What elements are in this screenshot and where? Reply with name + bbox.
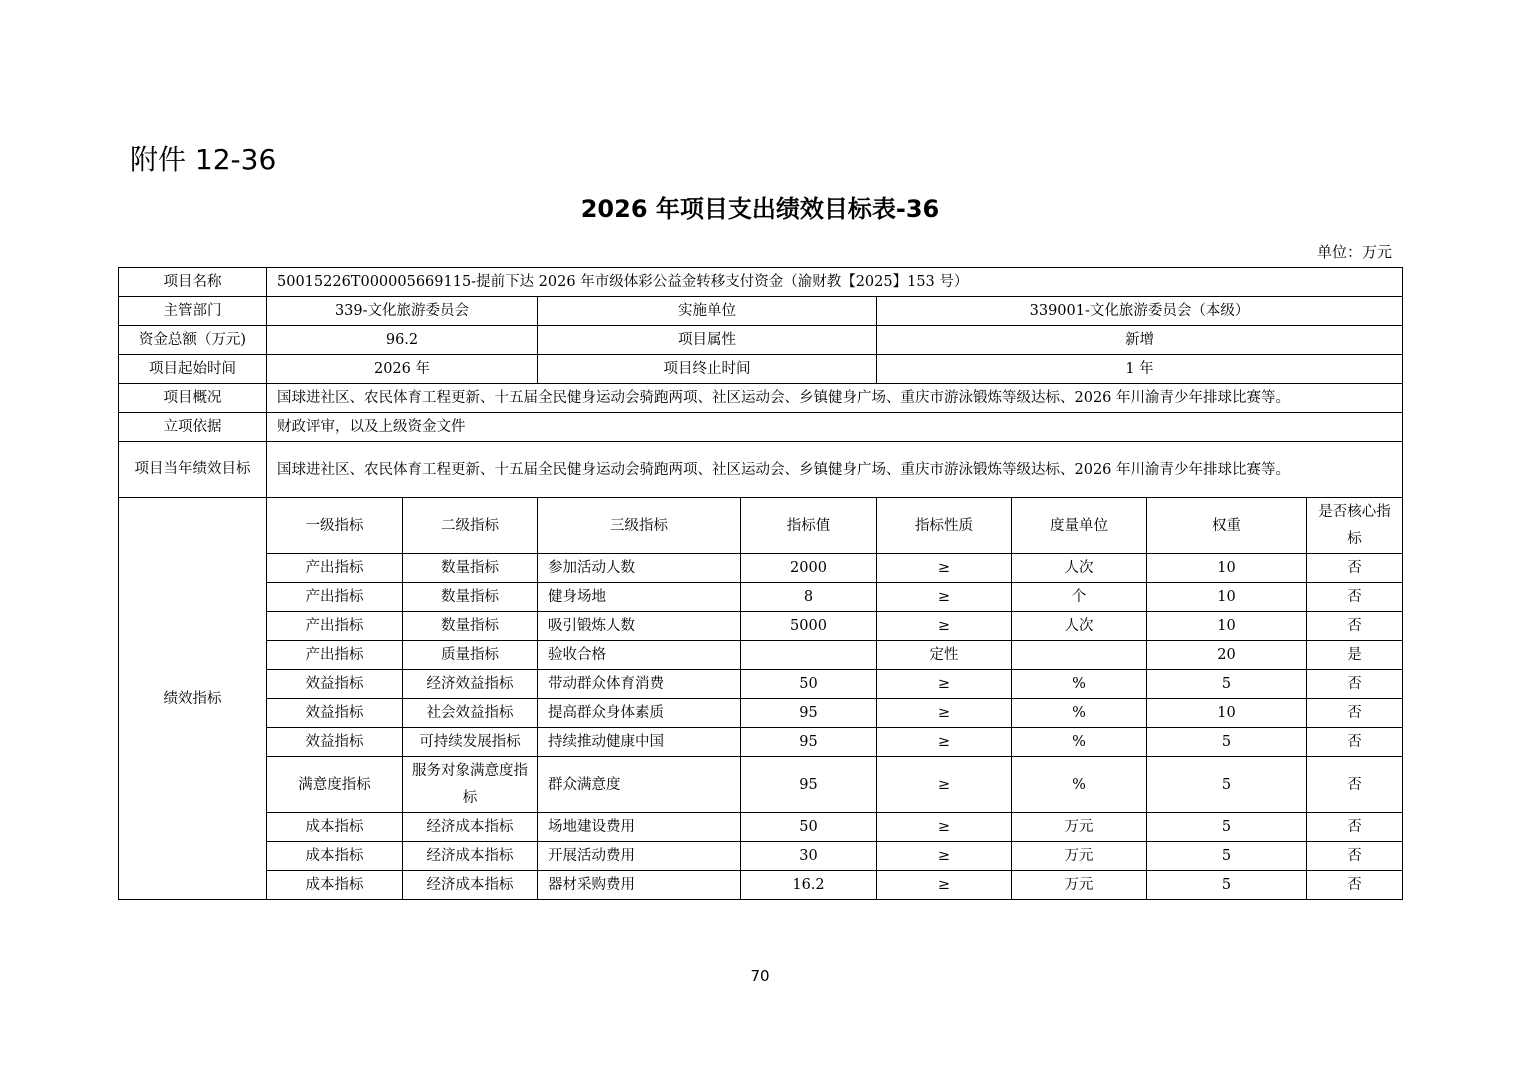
funds-value: 96.2 [267,326,538,355]
row-level1: 效益指标 [267,699,403,728]
end-label: 项目终止时间 [538,355,877,384]
table-row [119,871,1403,900]
row-unit: % [1012,670,1147,699]
start-value: 2026 年 [267,355,538,384]
row-level2: 社会效益指标 [403,699,538,728]
basis-value: 财政评审，以及上级资金文件 [267,413,1403,442]
row-core: 否 [1307,583,1403,612]
row-weight: 10 [1147,583,1307,612]
row-weight: 5 [1147,728,1307,757]
table-row [119,554,1403,583]
row-value [741,641,877,670]
row-value: 30 [741,842,877,871]
row-level2: 可持续发展指标 [403,728,538,757]
row-weight: 5 [1147,813,1307,842]
row-value: 95 [741,699,877,728]
row-core: 否 [1307,757,1403,813]
impl-label: 实施单位 [538,297,877,326]
row-unit [1012,641,1147,670]
dept-value: 339-文化旅游委员会 [267,297,538,326]
end-value: 1 年 [877,355,1403,384]
row-weight: 20 [1147,641,1307,670]
row-level1: 产出指标 [267,612,403,641]
row-level2: 经济成本指标 [403,871,538,900]
row-core: 否 [1307,813,1403,842]
row-level1: 满意度指标 [267,757,403,813]
row-nature: ≥ [877,813,1012,842]
header-core: 是否核心指标 [1307,498,1403,554]
row-value: 8 [741,583,877,612]
row-unit: 万元 [1012,842,1147,871]
header-value: 指标值 [741,498,877,554]
dept-label: 主管部门 [119,297,267,326]
attr-label: 项目属性 [538,326,877,355]
table-row [119,699,1403,728]
row-nature: ≥ [877,699,1012,728]
row-level1: 产出指标 [267,641,403,670]
row-level2: 经济成本指标 [403,842,538,871]
row-weight: 5 [1147,757,1307,813]
row-nature: ≥ [877,583,1012,612]
row-level2: 经济成本指标 [403,813,538,842]
funds-row [119,326,1403,355]
row-level3: 器材采购费用 [538,871,741,900]
row-level1: 效益指标 [267,670,403,699]
table-row [119,583,1403,612]
row-level2: 质量指标 [403,641,538,670]
row-unit: % [1012,699,1147,728]
row-weight: 10 [1147,699,1307,728]
header-level2: 二级指标 [403,498,538,554]
attr-value: 新增 [877,326,1403,355]
row-level1: 效益指标 [267,728,403,757]
row-nature: 定性 [877,641,1012,670]
impl-value: 339001-文化旅游委员会（本级） [877,297,1403,326]
row-core: 否 [1307,670,1403,699]
row-nature: ≥ [877,612,1012,641]
performance-table [118,267,1403,900]
row-value: 95 [741,757,877,813]
row-level3: 吸引锻炼人数 [538,612,741,641]
row-weight: 10 [1147,612,1307,641]
row-core: 否 [1307,728,1403,757]
row-level2: 经济效益指标 [403,670,538,699]
overview-value: 国球进社区、农民体育工程更新、十五届全民健身运动会骑跑两项、社区运动会、乡镇健身广场、重庆市游泳锻炼等级达标、2026 年川渝青少年排球比赛等。 [267,384,1403,413]
row-nature: ≥ [877,842,1012,871]
row-level1: 成本指标 [267,871,403,900]
row-level1: 成本指标 [267,813,403,842]
row-unit: 万元 [1012,813,1147,842]
document-title: 2026 年项目支出绩效目标表-36 [580,195,940,223]
row-unit: % [1012,728,1147,757]
row-level3: 场地建设费用 [538,813,741,842]
row-value: 50 [741,813,877,842]
row-level2: 数量指标 [403,554,538,583]
row-nature: ≥ [877,871,1012,900]
row-core: 否 [1307,842,1403,871]
row-value: 50 [741,670,877,699]
indicator-section-label: 绩效指标 [119,498,267,900]
row-nature: ≥ [877,757,1012,813]
overview-label: 项目概况 [119,384,267,413]
basis-label: 立项依据 [119,413,267,442]
overview-row [119,384,1403,413]
department-row [119,297,1403,326]
page-number: 70 [750,967,770,985]
row-core: 否 [1307,554,1403,583]
project-name-value: 50015226T000005669115-提前下达 2026 年市级体彩公益金转移支付资金（渝财教【2025】153 号） [267,268,1403,297]
row-unit: 人次 [1012,554,1147,583]
row-weight: 5 [1147,842,1307,871]
row-weight: 5 [1147,871,1307,900]
row-weight: 5 [1147,670,1307,699]
row-nature: ≥ [877,670,1012,699]
row-core: 是 [1307,641,1403,670]
table-row [119,612,1403,641]
row-core: 否 [1307,871,1403,900]
indicator-header-row [119,498,1403,554]
row-level3: 持续推动健康中国 [538,728,741,757]
row-value: 5000 [741,612,877,641]
table-row [119,728,1403,757]
row-level2: 服务对象满意度指标 [403,757,538,813]
row-value: 16.2 [741,871,877,900]
header-level3: 三级指标 [538,498,741,554]
funds-label: 资金总额（万元) [119,326,267,355]
goal-label: 项目当年绩效目标 [119,442,267,498]
row-level3: 健身场地 [538,583,741,612]
table-row [119,842,1403,871]
goal-row [119,442,1403,498]
row-level1: 产出指标 [267,583,403,612]
row-level1: 成本指标 [267,842,403,871]
row-level2: 数量指标 [403,612,538,641]
goal-value: 国球进社区、农民体育工程更新、十五届全民健身运动会骑跑两项、社区运动会、乡镇健身广场、重庆市游泳锻炼等级达标、2026 年川渝青少年排球比赛等。 [267,442,1403,498]
row-level2: 数量指标 [403,583,538,612]
row-nature: ≥ [877,554,1012,583]
row-core: 否 [1307,699,1403,728]
attachment-label: 附件 12-36 [130,143,277,176]
header-level1: 一级指标 [267,498,403,554]
row-value: 95 [741,728,877,757]
row-level3: 带动群众体育消费 [538,670,741,699]
header-weight: 权重 [1147,498,1307,554]
header-nature: 指标性质 [877,498,1012,554]
row-weight: 10 [1147,554,1307,583]
table-row [119,757,1403,813]
row-value: 2000 [741,554,877,583]
unit-label: 单位：万元 [1316,243,1392,261]
start-label: 项目起始时间 [119,355,267,384]
row-level3: 开展活动费用 [538,842,741,871]
project-name-label: 项目名称 [119,268,267,297]
basis-row [119,413,1403,442]
table-row [119,813,1403,842]
time-row [119,355,1403,384]
row-level1: 产出指标 [267,554,403,583]
header-unit: 度量单位 [1012,498,1147,554]
row-level3: 验收合格 [538,641,741,670]
row-level3: 提高群众身体素质 [538,699,741,728]
table-row [119,641,1403,670]
row-level3: 群众满意度 [538,757,741,813]
table-row [119,670,1403,699]
row-unit: 万元 [1012,871,1147,900]
row-unit: 人次 [1012,612,1147,641]
row-unit: % [1012,757,1147,813]
row-core: 否 [1307,612,1403,641]
row-level3: 参加活动人数 [538,554,741,583]
row-unit: 个 [1012,583,1147,612]
row-nature: ≥ [877,728,1012,757]
project-name-row [119,268,1403,297]
